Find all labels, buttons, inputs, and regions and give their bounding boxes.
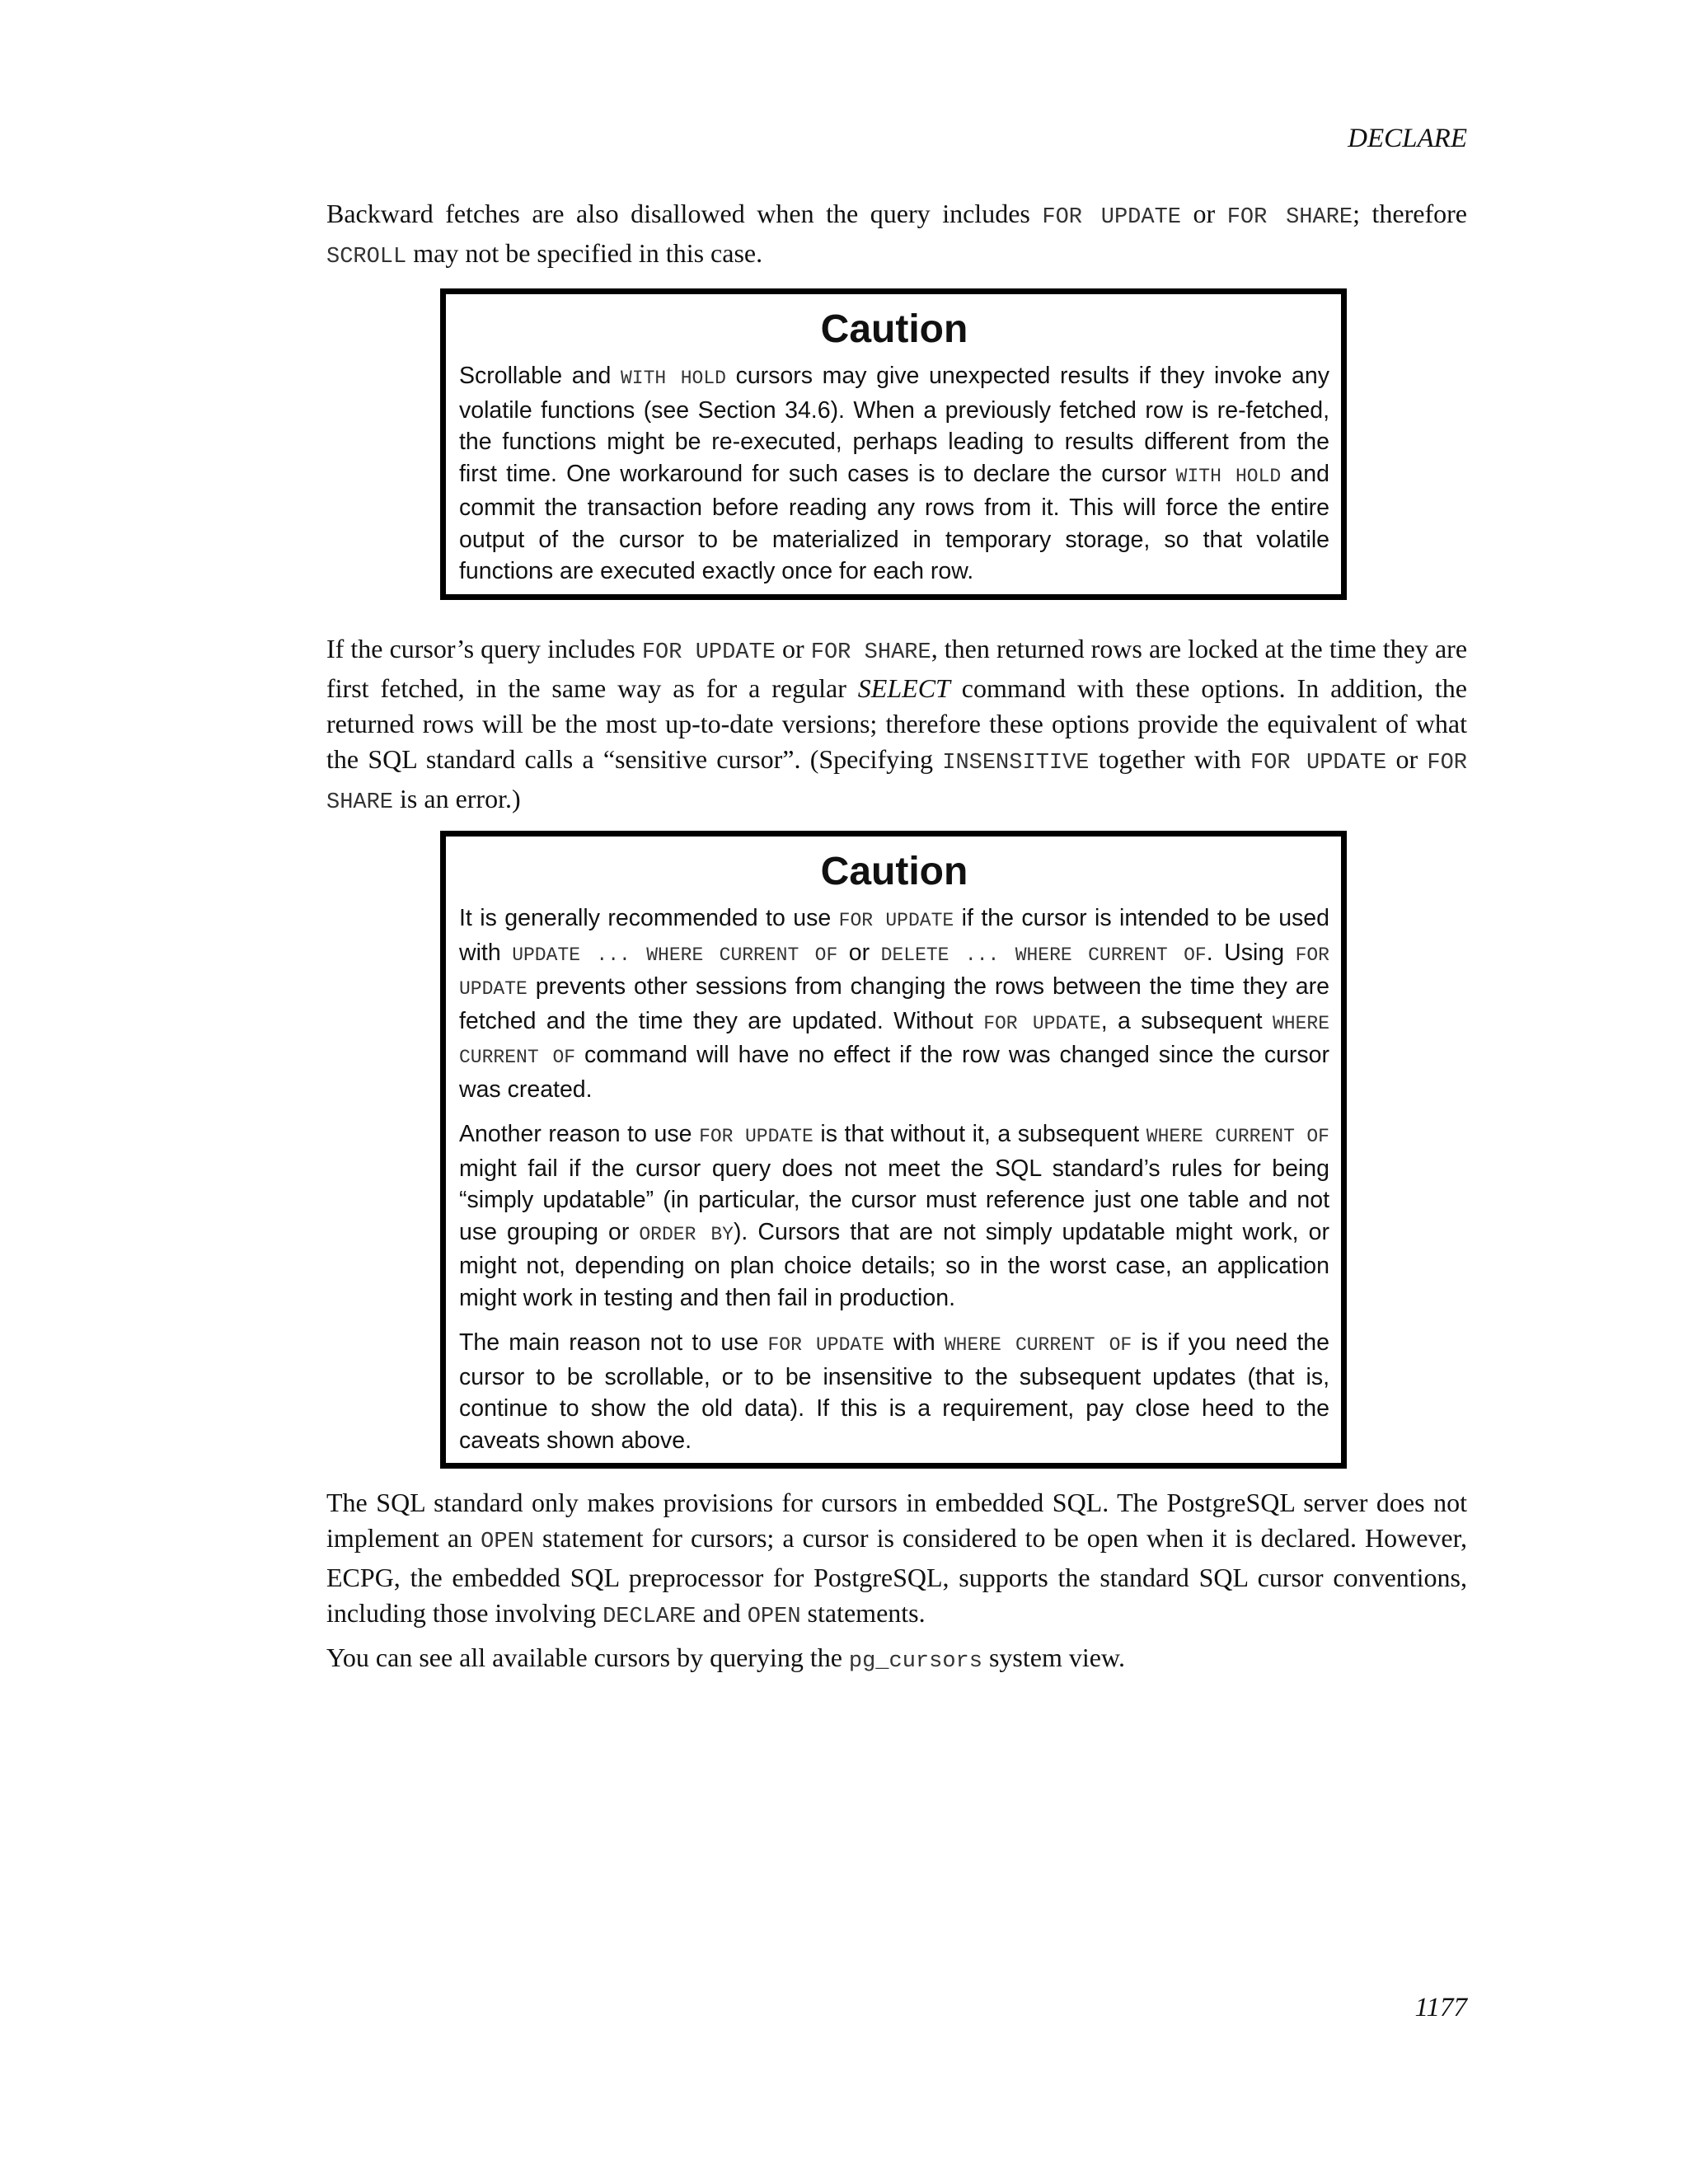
text-run: with xyxy=(884,1329,945,1356)
caution-title: Caution xyxy=(820,307,968,351)
text-run: and commit the transaction before reading any rows from it. This will force the entire output of the cursor to be materialized in temporary storage, so that volatile functions are executed exactly once for each row. xyxy=(459,460,1329,584)
text-run: If the cursor’s query includes xyxy=(326,634,642,663)
text-run: or xyxy=(1180,199,1227,228)
code-literal: WHERE CURRENT OF xyxy=(944,1334,1132,1356)
caution-title: Caution xyxy=(820,850,968,893)
text-run: or xyxy=(775,634,811,663)
text-run: or xyxy=(1386,744,1428,774)
code-literal: WHERE CURRENT OF xyxy=(1146,1126,1329,1147)
code-literal: FOR UPDATE xyxy=(459,944,1329,1000)
text-run: You can see all available cursors by querying the xyxy=(326,1643,849,1672)
text-run: command will have no effect if the row was changed since the cursor was created. xyxy=(459,1042,1329,1103)
text-run: may not be specified in this case. xyxy=(406,238,763,268)
text-run: or xyxy=(837,939,881,966)
text-run: if the cursor is intended to be used with xyxy=(459,905,1330,966)
caution-box-for-update xyxy=(440,831,1347,1469)
text-run: Another reason to use xyxy=(459,1121,700,1147)
text-run: . Using xyxy=(1206,939,1296,966)
code-literal: FOR UPDATE xyxy=(838,910,954,931)
text-run: command with these options. In addition, the returned rows will be the most up-to-date versions; therefore these options provide the equivalent of what the SQL standard calls a “sensitive cursor”. (Specifying xyxy=(326,673,1468,774)
code-literal: FOR UPDATE xyxy=(1250,751,1387,776)
code-literal: FOR UPDATE xyxy=(1042,205,1181,230)
code-literal: OPEN xyxy=(481,1530,534,1554)
code-literal: FOR UPDATE xyxy=(699,1126,814,1147)
text-run: statement for cursors; a cursor is considered to be open when it is declared. However, ECPG, the embedded SQL preprocessor for PostgreSQL, supports the standard SQL cursor conventions, including those involving xyxy=(326,1523,1468,1628)
text-run: is an error.) xyxy=(393,784,521,813)
caution-text xyxy=(459,1327,1329,1456)
paragraph-backward-fetches xyxy=(326,196,1467,275)
page-number: 1177 xyxy=(1414,1993,1467,2022)
code-literal: FOR UPDATE xyxy=(983,1012,1101,1034)
text-run: ; therefore xyxy=(1353,199,1468,228)
code-literal: ORDER BY xyxy=(639,1223,734,1245)
text-run: cursors may give unexpected results if they invoke any volatile functions (see Section 34.6). When a previously fetched row is re-fetched, the functions might be re-executed, perhaps leading to results different from the first time. One workaround for such cases is to declare the cursor xyxy=(459,363,1329,487)
text-run: prevents other sessions from changing the rows between the time they are fetched and the time they are updated. Without xyxy=(459,973,1329,1034)
caution-text xyxy=(459,902,1329,1105)
text-run: The SQL standard only makes provisions for cursors in embedded SQL. The PostgreSQL server does not implement an xyxy=(326,1488,1467,1553)
text-run: It is generally recommended to use xyxy=(459,905,839,931)
text-run: , a subsequent xyxy=(1100,1007,1273,1034)
text-run: Scrollable and xyxy=(459,363,621,389)
code-literal: FOR UPDATE xyxy=(767,1334,884,1356)
text-run: and xyxy=(696,1598,748,1628)
text-run: is that without it, a subsequent xyxy=(813,1121,1146,1147)
caution-text xyxy=(459,1118,1329,1314)
text-run: system view. xyxy=(982,1643,1125,1672)
code-literal: WITH HOLD xyxy=(1175,465,1282,487)
text-run: statements. xyxy=(800,1598,926,1628)
text-run: might fail if the cursor query does not meet the SQL standard’s rules for being “simply updatable” (in particular, the cursor must reference just one table and not use grouping or xyxy=(459,1155,1329,1245)
code-literal: FOR UPDATE xyxy=(641,640,776,665)
text-run: , then returned rows are locked at the time they are first fetched, in the same way as for a regular xyxy=(326,634,1468,703)
caution-text xyxy=(459,360,1329,588)
code-literal: FOR SHARE xyxy=(326,751,1468,815)
code-literal: WITH HOLD xyxy=(620,368,726,389)
text-run: The main reason not to use xyxy=(459,1329,768,1356)
code-literal: UPDATE ... WHERE CURRENT OF xyxy=(512,944,838,966)
paragraph-locked-rows xyxy=(326,631,1467,821)
code-literal: WHERE CURRENT OF xyxy=(459,1012,1329,1068)
text-run: together with xyxy=(1089,744,1250,774)
code-literal: DELETE ... WHERE CURRENT OF xyxy=(880,944,1207,966)
code-literal: DECLARE xyxy=(603,1605,696,1629)
code-literal: SCROLL xyxy=(326,245,407,269)
code-literal: pg_cursors xyxy=(848,1649,982,1674)
code-literal: OPEN xyxy=(747,1605,801,1629)
code-literal: FOR SHARE xyxy=(1226,205,1353,230)
emphasis-command: SELECT xyxy=(857,673,950,703)
text-run: ). Cursors that are not simply updatable might work, or might not, depending on plan choice details; so in the worst case, an application might work in testing and then fail in production. xyxy=(459,1218,1329,1311)
text-run: Backward fetches are also disallowed when the query includes xyxy=(326,199,1043,228)
caution-box-volatile-functions xyxy=(440,288,1347,600)
code-literal: INSENSITIVE xyxy=(942,751,1090,776)
running-header: DECLARE xyxy=(1348,124,1467,153)
text-run: is if you need the cursor to be scrollable, or to be insensitive to the subsequent updates (that is, continue to show the old data). If this is a requirement, pay close heed to the caveats shown above. xyxy=(459,1329,1329,1454)
code-literal: FOR SHARE xyxy=(810,640,931,665)
paragraph-sql-standard xyxy=(326,1485,1467,1635)
paragraph-pg-cursors xyxy=(326,1640,1467,1680)
